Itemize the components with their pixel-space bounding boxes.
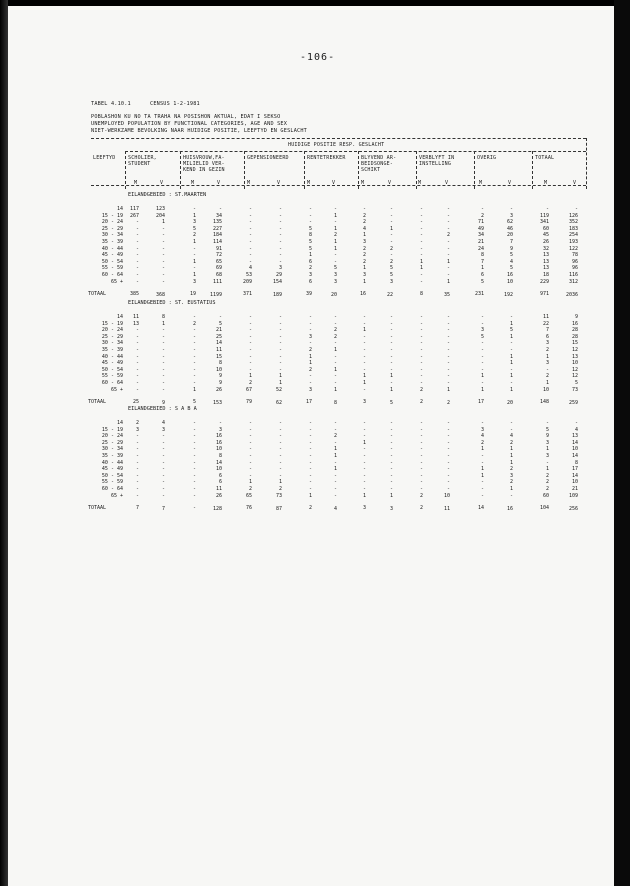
value-column: - 126 352 183 254 193 122 78 96 96 116 312: [568, 206, 578, 285]
total-value: 20: [330, 292, 337, 299]
total-value: 259: [568, 400, 578, 407]
value-column: 123 204 1 - - - - - - - - -: [155, 206, 165, 285]
header-col-divider: [416, 151, 417, 189]
title-dutch: NIET-WERKZAME BEVOLKING NAAR HUIDIGE POSITIE, LEEFTYD EN GESLACHT: [91, 128, 308, 134]
total-value: 7: [135, 505, 139, 512]
value-column: 4 3 - - - - - - - - - -: [161, 420, 165, 499]
value-column: - - - - - - - - - - - -: [192, 420, 196, 499]
total-value: 368: [155, 292, 165, 299]
header-right-divider: [586, 138, 587, 189]
total-value: 16: [359, 291, 366, 298]
header-col-title: OVERIG: [477, 155, 497, 161]
value-column: - - 3 5 - - - - - 1 - 1: [480, 314, 484, 393]
total-value: 5: [192, 399, 196, 406]
header-m: M: [247, 180, 251, 186]
value-column: - - - - - - - - - - - 2: [419, 420, 423, 499]
value-column: - - - 5 8 5 5 1 6 2 3 6: [308, 206, 312, 285]
total-value: 79: [245, 399, 252, 406]
total-value: 35: [443, 292, 450, 299]
total-value: 153: [212, 400, 222, 407]
total-value: 192: [503, 292, 513, 299]
header-m: M: [418, 180, 422, 186]
value-column: - - - - - - - - 1 1 - -: [419, 206, 423, 285]
title-papiamento: POBLASHON KU NO TA TRAHA NA POSISHON AKTUAL, EDAT I SEKSO: [91, 114, 281, 120]
total-value: 2: [446, 400, 450, 407]
value-column: - - - - - - - - - 1 2 67: [245, 314, 252, 393]
header-v: V: [388, 180, 392, 186]
value-column: - - 2 2 - 1 - - 1 - - 1: [333, 314, 337, 393]
header-col-divider: [532, 151, 533, 189]
total-label: TOTAAL: [88, 399, 107, 406]
header-v: V: [160, 180, 164, 186]
header-col-divider: [358, 151, 359, 189]
value-column: - - 2 - 1 1 - 1 - - - -: [333, 420, 337, 499]
total-value: 371: [242, 291, 252, 298]
value-column: - - - - - - - - - 1 2 65: [245, 420, 252, 499]
total-value: 148: [539, 399, 549, 406]
value-column: - 5 21 25 14 11 15 8 10 9 9 26: [215, 314, 222, 393]
title-english: UNEMPLOYED POPULATION BY FUNCTIONAL CATEGORIES, AGE AND SEX: [91, 121, 288, 127]
total-value: 19: [189, 291, 196, 298]
total-value: 189: [272, 292, 282, 299]
total-value: 62: [275, 400, 282, 407]
page-number: -106-: [300, 52, 336, 63]
header-v: V: [277, 180, 281, 186]
total-value: 231: [474, 291, 484, 298]
header-col-title: VERBLYFT IN INSTELLING: [419, 155, 455, 167]
total-value: 22: [386, 292, 393, 299]
total-label: TOTAAL: [88, 505, 107, 512]
header-col-divider: [474, 151, 475, 189]
value-column: - 34 135 227 184 114 91 72 65 69 68 111: [212, 206, 222, 285]
section-title: EILANDGEBIED : ST. EUSTATIUS: [128, 300, 216, 306]
value-column: - 2 2 4 1 3 2 2 2 1 3 1: [362, 206, 366, 285]
value-column: 2 3 - - - - - - - - - -: [135, 420, 139, 499]
total-value: 25: [132, 399, 139, 406]
total-value: 5: [389, 400, 393, 407]
value-column: 117 267 - - - - - - - - - -: [129, 206, 139, 285]
total-label: TOTAAL: [88, 291, 107, 298]
header-col-divider: [125, 151, 126, 189]
total-value: 3: [362, 399, 366, 406]
total-value: 3: [389, 506, 393, 513]
total-value: 2: [308, 505, 312, 512]
total-value: 2: [419, 399, 423, 406]
value-column: - - - - - - - - - - - 10: [443, 420, 450, 499]
total-value: 39: [305, 291, 312, 298]
value-column: 8 1 - - - - - - - - - -: [161, 314, 165, 393]
total-value: 11: [443, 506, 450, 513]
header-group: HUIDIGE POSITIE RESP. GESLACHT: [288, 142, 385, 148]
header-col-divider: [180, 151, 181, 189]
total-value: 3: [362, 505, 366, 512]
header-age: LEEFTYD: [93, 155, 116, 161]
total-value: -: [192, 505, 196, 512]
total-value: 1199: [209, 292, 222, 299]
value-column: - 5 9 3 1 3 - 1 2 2 2 60: [542, 420, 549, 499]
value-column: - 1 5 1 - - 1 1 - 1 - 1: [509, 314, 513, 393]
value-column: 11 13 - - - - - - - - - -: [132, 314, 139, 393]
value-column: - 1 - 1 2 1 1 - - 5 3 3: [333, 206, 337, 285]
value-column: - - - - - - - - - - - 1: [446, 314, 450, 393]
header-m: M: [544, 180, 548, 186]
total-value: 20: [506, 400, 513, 407]
value-column: - 1 3 5 2 1 - - 1 - 1 3: [192, 206, 196, 285]
value-column: - - - - - - - - - 1 1 52: [275, 314, 282, 393]
value-column: - 4 13 14 10 14 8 17 14 10 21 109: [568, 420, 578, 499]
total-value: 8: [419, 291, 423, 298]
value-column: - 3 4 2 1 - - 1 1 - - -: [480, 420, 484, 499]
header-col-title: HUISVROUW,FA- MILIELID VER- KEND IN GEZIN: [183, 155, 225, 173]
value-column: - - - 3 - 2 1 1 2 - - 3: [308, 314, 312, 393]
total-value: 14: [477, 505, 484, 512]
census-label: CENSUS 1-2-1981: [150, 101, 200, 107]
header-col-title: GEPENSIONEERD: [247, 155, 289, 161]
value-column: - - - 1 - - 2 - 2 5 5 3: [389, 206, 393, 285]
value-column: - - - 1 - - - - - - - 1: [362, 420, 366, 499]
header-m: M: [191, 180, 195, 186]
value-column: - 3 62 46 20 7 9 5 4 5 16 10: [506, 206, 513, 285]
header-rule-mid: [125, 151, 586, 152]
age-labels: 14 15 - 19 20 - 24 25 - 29 30 - 34 35 - 39 40 - 44 45 - 49 50 - 54 55 - 59 60 - 64 65 +: [101, 206, 123, 285]
total-value: 4: [333, 506, 337, 513]
value-column: - - - - - - - - - 1 2 73: [275, 420, 282, 499]
total-value: 385: [129, 291, 139, 298]
value-column: - - 1 - - - - - - 1 1 -: [362, 314, 366, 393]
header-col-title: TOTAAL: [535, 155, 555, 161]
value-column: - 119 341 60 45 26 32 13 13 13 18 229: [539, 206, 549, 285]
header-m: M: [479, 180, 483, 186]
header-col-title: RENTETREKKER: [307, 155, 346, 161]
total-value: 16: [506, 506, 513, 513]
header-col-divider: [244, 151, 245, 189]
header-v: V: [573, 180, 577, 186]
section-title: EILANDGEBIED : S A B A: [128, 406, 197, 412]
header-col-title: SCHOLIER, STUDENT: [128, 155, 157, 167]
value-column: 9 16 28 28 15 12 13 10 12 12 5 73: [571, 314, 578, 393]
total-value: 17: [477, 399, 484, 406]
header-v: V: [508, 180, 512, 186]
header-v: V: [332, 180, 336, 186]
section-title: EILANDGEBIED : ST.MAARTEN: [128, 192, 207, 198]
value-column: - - - - - - - - - - - 1: [389, 420, 393, 499]
total-value: 971: [539, 291, 549, 298]
value-column: - 2 71 49 34 21 24 8 7 1 6 5: [477, 206, 484, 285]
value-column: - - - - 2 - - - 1 - - 1: [446, 206, 450, 285]
total-value: 256: [568, 506, 578, 513]
value-column: - 2 - - - - - - - - - 1: [192, 314, 196, 393]
header-m: M: [307, 180, 311, 186]
value-column: - - - - - - - - - 4 53 209: [242, 206, 252, 285]
header-rule-top: [91, 138, 586, 139]
value-column: - - 4 2 1 1 1 2 3 2 1 -: [509, 420, 513, 499]
total-value: 2036: [565, 292, 578, 299]
header-col-title: BLYVEND AR- BEIDSONGE- SCHIKT: [361, 155, 397, 173]
age-labels: 14 15 - 19 20 - 24 25 - 29 30 - 34 35 - 39 40 - 44 45 - 49 50 - 54 55 - 59 60 - 64 65 +: [101, 314, 123, 393]
header-v: V: [445, 180, 449, 186]
scan-right-edge: [614, 0, 630, 886]
total-value: 9: [161, 400, 165, 407]
total-value: 17: [305, 399, 312, 406]
total-value: 128: [212, 506, 222, 513]
total-value: 7: [161, 506, 165, 513]
value-column: - - - - - - - - - - - 1: [308, 420, 312, 499]
total-value: 87: [275, 506, 282, 513]
header-m: M: [361, 180, 365, 186]
value-column: - - - - - - - - - - - 2: [419, 314, 423, 393]
value-column: - - - - - - - - - 3 29 154: [272, 206, 282, 285]
total-value: 8: [333, 400, 337, 407]
value-column: - 3 16 16 10 8 14 10 6 6 11 26: [215, 420, 222, 499]
total-value: 104: [539, 505, 549, 512]
scan-left-edge: [0, 0, 8, 886]
total-value: 76: [245, 505, 252, 512]
header-col-divider: [304, 151, 305, 189]
header-m: M: [134, 180, 138, 186]
total-value: 2: [419, 505, 423, 512]
header-rule-bottom: [91, 185, 586, 186]
age-labels: 14 15 - 19 20 - 24 25 - 29 30 - 34 35 - 39 40 - 44 45 - 49 50 - 54 55 - 59 60 - 64 65 +: [101, 420, 123, 499]
value-column: 11 22 7 6 3 2 1 3 - 2 1 10: [542, 314, 549, 393]
value-column: - - - - - - - - - 1 - 1: [389, 314, 393, 393]
header-v: V: [217, 180, 221, 186]
table-id: TABEL 4.10.1: [91, 101, 131, 107]
